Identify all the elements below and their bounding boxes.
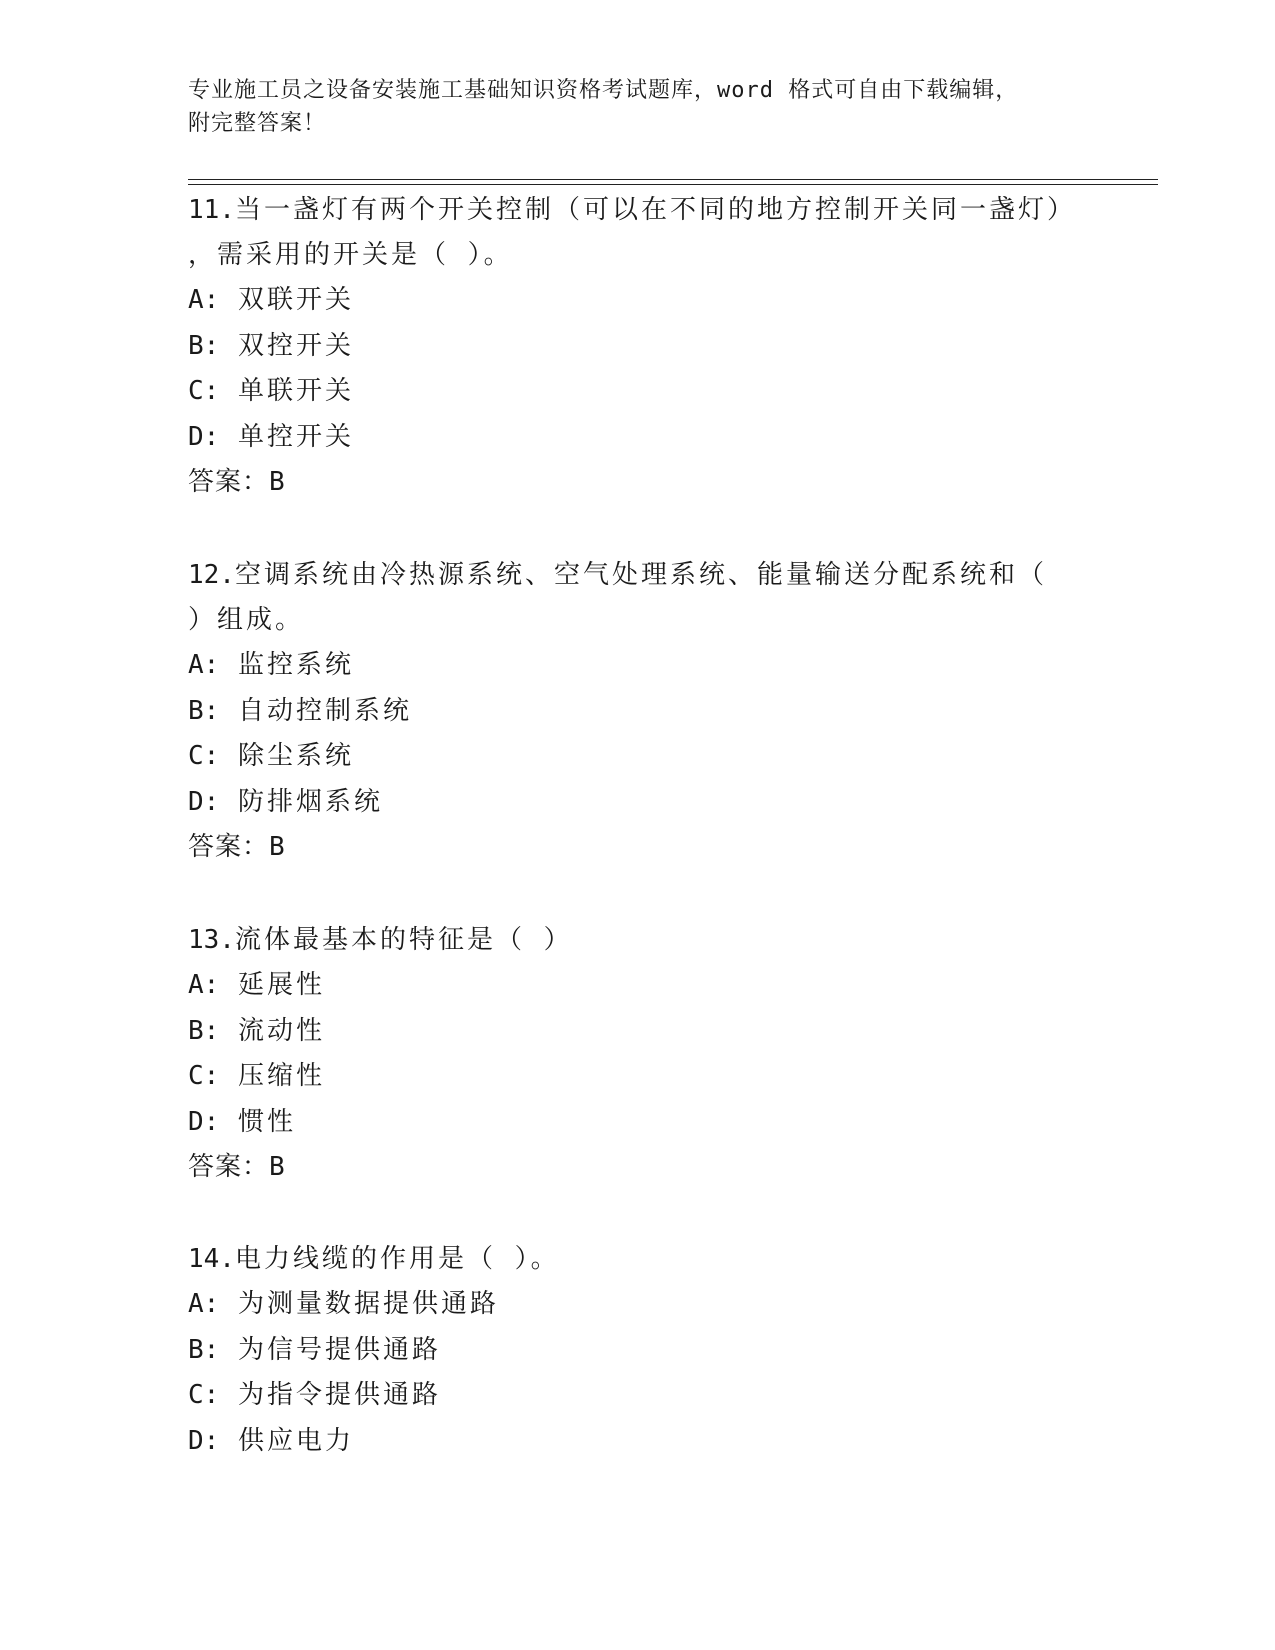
option-d (188, 1100, 1088, 1146)
option-c (188, 1373, 1088, 1419)
option-text: 为信号提供通路 (237, 1334, 441, 1365)
option-text: 单控开关 (237, 421, 354, 452)
option-letter: C: (188, 1380, 220, 1410)
option-text: 供应电力 (237, 1425, 354, 1456)
question-14 (188, 1237, 1088, 1464)
option-d (188, 780, 1088, 826)
document-page (188, 0, 1158, 1650)
option-b (188, 1009, 1088, 1055)
question-number: 14. (188, 1244, 235, 1274)
option-letter: C: (188, 741, 220, 771)
question-text (188, 1237, 1088, 1282)
answer-line: 答案：B (188, 467, 286, 497)
option-letter: D: (188, 786, 220, 817)
option-a (188, 278, 1088, 324)
option-letter: A: (188, 285, 220, 315)
question-number: 13. (188, 925, 235, 955)
question-text-line1: 电力线缆的作用是（ ）。 (234, 1244, 560, 1274)
option-text: 压缩性 (237, 1061, 325, 1091)
option-letter: B: (188, 695, 220, 726)
option-text: 惯性 (237, 1106, 296, 1137)
option-c (188, 369, 1088, 415)
option-text: 为指令提供通路 (237, 1380, 441, 1410)
option-letter: A: (188, 970, 220, 1000)
document-header (188, 74, 1088, 140)
header-title-line2: 附完整答案！ (188, 111, 327, 136)
option-letter: A: (188, 1289, 220, 1319)
question-number: 11. (188, 195, 235, 225)
option-a (188, 643, 1088, 689)
option-d (188, 415, 1088, 461)
question-13 (188, 918, 1088, 1190)
option-letter: C: (188, 376, 220, 406)
option-text: 监控系统 (237, 650, 354, 680)
option-letter: A: (188, 650, 220, 680)
question-text (188, 918, 1088, 963)
option-c (188, 734, 1088, 780)
option-letter: D: (188, 1425, 220, 1456)
option-letter: C: (188, 1061, 220, 1091)
question-text-line1: 空调系统由冷热源系统、空气处理系统、能量输送分配系统和（ (234, 560, 1047, 590)
option-letter: B: (188, 1334, 220, 1365)
question-text (188, 553, 1088, 598)
question-number: 12. (188, 560, 235, 590)
question-text-line2: ）组成。 (188, 605, 305, 635)
option-text: 双控开关 (237, 330, 354, 361)
option-text: 延展性 (237, 970, 325, 1000)
option-b (188, 1328, 1088, 1374)
option-b (188, 324, 1088, 370)
option-b (188, 689, 1088, 735)
option-text: 为测量数据提供通路 (237, 1289, 499, 1319)
answer-line: 答案：B (188, 1152, 286, 1182)
question-text (188, 188, 1088, 233)
option-text: 流动性 (237, 1015, 325, 1046)
option-letter: B: (188, 1015, 220, 1046)
option-text: 除尘系统 (237, 741, 354, 771)
option-a (188, 963, 1088, 1009)
option-text: 自动控制系统 (237, 695, 412, 726)
question-text-line1: 流体最基本的特征是（ ） (234, 925, 573, 955)
question-text-line2: ，需采用的开关是（ ）。 (188, 240, 513, 270)
option-text: 防排烟系统 (237, 786, 383, 817)
answer-line: 答案：B (188, 832, 286, 862)
header-title-line1: 专业施工员之设备安装施工基础知识资格考试题库，word 格式可自由下载编辑， (188, 78, 1019, 103)
question-12 (188, 553, 1088, 870)
header-divider-top (188, 179, 1158, 180)
question-text-line1: 当一盏灯有两个开关控制（可以在不同的地方控制开关同一盏灯） (234, 195, 1076, 225)
option-c (188, 1054, 1088, 1100)
header-divider-bottom (188, 184, 1158, 185)
option-d (188, 1419, 1088, 1465)
option-letter: D: (188, 1106, 220, 1137)
option-letter: D: (188, 421, 220, 452)
option-text: 单联开关 (237, 376, 354, 406)
option-a (188, 1282, 1088, 1328)
question-11 (188, 188, 1088, 505)
option-text: 双联开关 (237, 285, 354, 315)
option-letter: B: (188, 330, 220, 361)
